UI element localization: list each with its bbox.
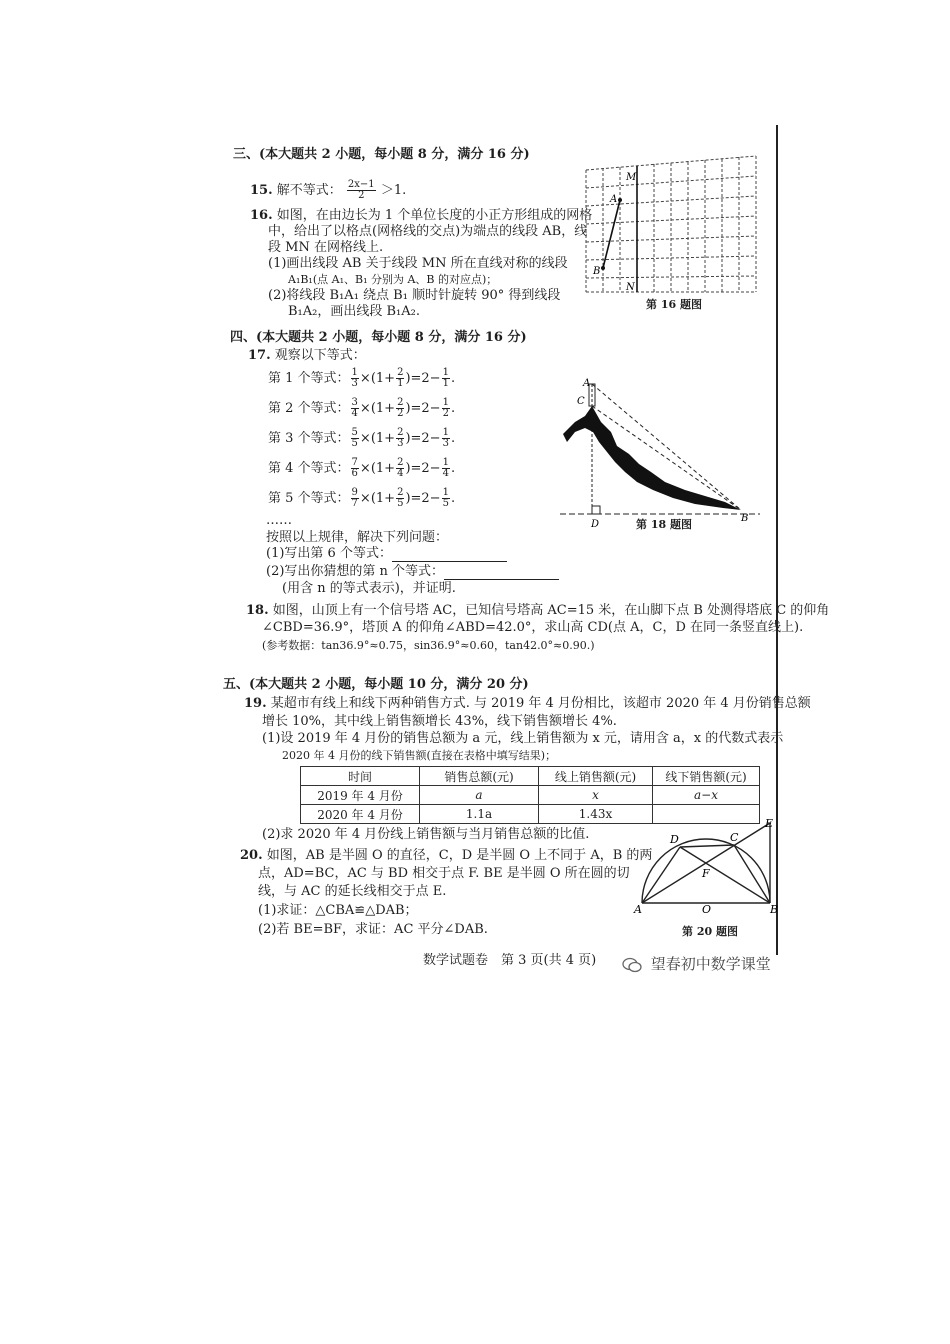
fraction (396, 428, 404, 449)
section-5-header: 五、(本大题共 2 小题，每小题 10 分，满分 20 分) (223, 677, 529, 692)
denominator: 3 (442, 438, 449, 449)
table-header: 线下销售额(元) (653, 767, 760, 786)
denominator: 3 (397, 438, 404, 449)
fraction (442, 428, 450, 449)
question-19-part-2: (2)求 2020 年 4 月份线上销售额与当月销售总额的比值. (262, 827, 590, 842)
section-3-header: 三、(本大题共 2 小题，每小题 8 分，满分 16 分) (233, 147, 530, 162)
label-d: D (670, 833, 679, 846)
q17-equation (268, 458, 455, 479)
question-19-line-3: (1)设 2019 年 4 月份的销售总额为 a 元，线上销售额为 x 元，请用含 a，x 的代数式表示 (262, 731, 784, 746)
question-number: 18. (246, 603, 269, 618)
math-operator: . (450, 461, 456, 476)
label-a: A (610, 194, 618, 205)
question-number: 17. (248, 348, 271, 363)
label-b: B (770, 903, 779, 915)
line-bd (680, 847, 770, 903)
fraction (351, 458, 359, 479)
denominator: 7 (351, 498, 358, 509)
fraction (442, 458, 450, 479)
label-c: C (577, 396, 585, 407)
question-number: 16. (250, 208, 273, 223)
fraction (396, 458, 404, 479)
table-header: 线上销售额(元) (539, 767, 653, 786)
question-20-line-2: 点，AD=BC，AC 与 BD 相交于点 F. BE 是半圆 O 所在圆的切 (258, 866, 630, 881)
table-cell: 1.1a (420, 805, 539, 824)
q20-text: 如图，AB 是半圆 O 的直径，C，D 是半圆 O 上不同于 A，B 的两 (266, 848, 653, 863)
fraction (351, 368, 359, 389)
figure-18-mountain (555, 372, 765, 532)
label-o: O (702, 903, 712, 915)
math-operator: )=2− (405, 371, 441, 386)
q17-intro-text: 观察以下等式： (274, 348, 366, 363)
q17-part-2-text: (2)写出你猜想的第 n 个等式： (266, 564, 445, 579)
question-16-line-4: (1)画出线段 AB 关于线段 MN 所在直线对称的线段 (268, 256, 568, 271)
fraction (442, 488, 450, 509)
table-cell: 2019 年 4 月份 (301, 786, 420, 805)
question-20-line-5: (2)若 BE=BF，求证：AC 平分∠DAB. (258, 922, 488, 937)
question-18-line-3: (参考数据：tan36.9°≈0.75，sin36.9°≈0.60，tan42.0°≈0.90.) (262, 639, 595, 652)
fraction (351, 398, 359, 419)
q17-part-2-note: (用含 n 的等式表示)，并证明. (282, 581, 456, 596)
table-cell: a (420, 786, 539, 805)
question-number: 15. (250, 183, 273, 198)
table-header: 时间 (301, 767, 420, 786)
label-c: C (730, 831, 739, 844)
q15-denominator: 2 (358, 190, 365, 201)
equation-label: 第 3 个等式： (268, 431, 350, 446)
math-operator: ×(1+ (359, 371, 396, 386)
table-cell: a−x (653, 786, 760, 805)
math-operator: . (450, 431, 456, 446)
watermark-text: 望春初中数学课堂 (650, 955, 771, 973)
math-operator: )=2− (405, 491, 441, 506)
fraction (351, 428, 359, 449)
math-operator: . (450, 401, 456, 416)
question-16-line-2: 中，给出了以格点(网格线的交点)为端点的线段 AB，线 (268, 224, 588, 239)
fraction (351, 488, 359, 509)
denominator: 2 (442, 408, 449, 419)
question-16-line-6: (2)将线段 B₁A₁ 绕点 B₁ 顺时针旋转 90° 得到线段 (268, 288, 561, 303)
math-operator: ×(1+ (359, 461, 396, 476)
label-b: B (593, 266, 601, 277)
equation-label: 第 2 个等式： (268, 401, 350, 416)
answer-blank[interactable] (392, 549, 507, 562)
question-19-line-4: 2020 年 4 月份的线下销售额(直接在表格中填写结果)； (282, 749, 557, 762)
question-19-line-2: 增长 10%，其中线上销售额增长 43%，线下销售额增长 4%. (262, 714, 617, 729)
denominator: 5 (397, 498, 404, 509)
mountain-silhouette (563, 406, 741, 510)
table-cell: 2020 年 4 月份 (301, 805, 420, 824)
q15-fraction (347, 180, 376, 201)
equation-label: 第 1 个等式： (268, 371, 350, 386)
q17-ellipsis: …… (266, 513, 292, 528)
label-d: D (591, 519, 600, 530)
denominator: 5 (351, 438, 358, 449)
table-header-row (301, 767, 760, 786)
math-operator: . (450, 491, 456, 506)
chord-dc (680, 845, 734, 847)
page-footer: 数学试题卷 第 3 页(共 4 页) (423, 953, 597, 968)
denominator: 4 (397, 468, 404, 479)
label-b: B (741, 513, 749, 524)
denominator: 2 (397, 408, 404, 419)
question-20-line-3: 线，与 AC 的延长线相交于点 E. (258, 884, 447, 899)
table-header: 销售总额(元) (420, 767, 539, 786)
numerator: 1 (442, 367, 449, 378)
chord-bc (734, 845, 770, 903)
point-b (601, 266, 605, 270)
question-20-line-4: (1)求证：△CBA≌△DAB； (258, 903, 418, 918)
table-cell: 1.43x (539, 805, 653, 824)
label-a: A (634, 903, 642, 915)
denominator: 1 (397, 378, 404, 389)
q17-part-1 (266, 546, 507, 562)
figure-20-caption: 第 20 题图 (682, 925, 738, 938)
q18-text: 如图，山顶上有一个信号塔 AC，已知信号塔高 AC=15 米，在山脚下点 B 处测得塔底 C 的仰角 (272, 603, 830, 618)
denominator: 4 (442, 468, 449, 479)
q19-text: 某超市有线上和线下两种销售方式. 与 2019 年 4 月份相比，该超市 2020 年 4 月份销售总额 (270, 696, 811, 711)
math-operator: )=2− (405, 431, 441, 446)
math-operator: )=2− (405, 461, 441, 476)
fraction (396, 488, 404, 509)
question-15 (250, 180, 406, 201)
label-a: A (583, 378, 591, 389)
denominator: 3 (351, 378, 358, 389)
question-20-line-1 (240, 848, 652, 864)
q17-part-1-text: (1)写出第 6 个等式： (266, 546, 392, 561)
numerator: 7 (351, 457, 358, 468)
question-16-line-3: 段 MN 在网格线上. (268, 240, 384, 255)
math-operator: . (450, 371, 456, 386)
numerator: 1 (351, 367, 358, 378)
q15-prefix: 解不等式： (276, 183, 342, 198)
question-number: 20. (240, 848, 263, 863)
question-17-intro (248, 348, 366, 364)
math-operator: )=2− (405, 401, 441, 416)
numerator: 1 (442, 457, 449, 468)
question-number: 19. (244, 696, 267, 711)
wechat-icon (622, 957, 642, 973)
q17-equation (268, 398, 455, 419)
label-m: M (626, 172, 637, 183)
q15-numerator: 2x−1 (347, 179, 375, 190)
equation-label: 第 5 个等式： (268, 491, 350, 506)
q17-equation (268, 488, 455, 509)
figure-16-grid (580, 150, 760, 295)
numerator: 2 (397, 457, 404, 468)
numerator: 1 (442, 427, 449, 438)
fraction (396, 398, 404, 419)
numerator: 9 (351, 487, 358, 498)
denominator: 6 (351, 468, 358, 479)
q17-equation (268, 368, 455, 389)
grid-lines (586, 156, 756, 292)
question-16-line-7: B₁A₂，画出线段 B₁A₂. (288, 304, 420, 319)
watermark (622, 953, 771, 974)
numerator: 1 (442, 397, 449, 408)
fraction (442, 398, 450, 419)
math-operator: ×(1+ (359, 401, 396, 416)
figure-20-semicircle (630, 815, 780, 915)
denominator: 4 (351, 408, 358, 419)
label-f: F (702, 867, 710, 880)
table-cell: x (539, 786, 653, 805)
numerator: 3 (351, 397, 358, 408)
segment-ab (603, 200, 620, 268)
numerator: 5 (351, 427, 358, 438)
numerator: 2 (397, 427, 404, 438)
point-a (618, 198, 622, 202)
question-18-line-2: ∠CBD=36.9°，塔顶 A 的仰角∠ABD=42.0°，求山高 CD(点 A，C，D 在同一条竖直线上). (262, 620, 804, 635)
math-operator: ×(1+ (359, 431, 396, 446)
math-operator: ×(1+ (359, 491, 396, 506)
table-row (301, 786, 760, 805)
q17-equation (268, 428, 455, 449)
question-18-line-1 (246, 603, 829, 619)
numerator: 2 (397, 487, 404, 498)
question-16-line-1 (250, 208, 592, 224)
section-4-header: 四、(本大题共 2 小题，每小题 8 分，满分 16 分) (230, 330, 527, 345)
label-e: E (765, 817, 774, 830)
fraction (442, 368, 450, 389)
figure-18-caption: 第 18 题图 (636, 518, 692, 531)
q16-text: 如图，在由边长为 1 个单位长度的小正方形组成的网格 (276, 208, 593, 223)
q17-rule: 按照以上规律，解决下列问题： (266, 530, 449, 545)
denominator: 1 (442, 378, 449, 389)
denominator: 5 (442, 498, 449, 509)
numerator: 2 (397, 397, 404, 408)
fraction (396, 368, 404, 389)
label-n: N (626, 282, 635, 293)
answer-blank[interactable] (444, 567, 559, 580)
question-16-line-5: A₁B₁(点 A₁、B₁ 分别为 A、B 的对应点)； (288, 273, 498, 286)
q15-suffix: ＞1. (380, 183, 407, 198)
numerator: 1 (442, 487, 449, 498)
equation-label: 第 4 个等式： (268, 461, 350, 476)
question-19-line-1 (244, 696, 811, 712)
numerator: 2 (397, 367, 404, 378)
right-angle-mark (592, 506, 600, 514)
figure-16-caption: 第 16 题图 (646, 298, 702, 311)
q17-part-2 (266, 564, 559, 580)
